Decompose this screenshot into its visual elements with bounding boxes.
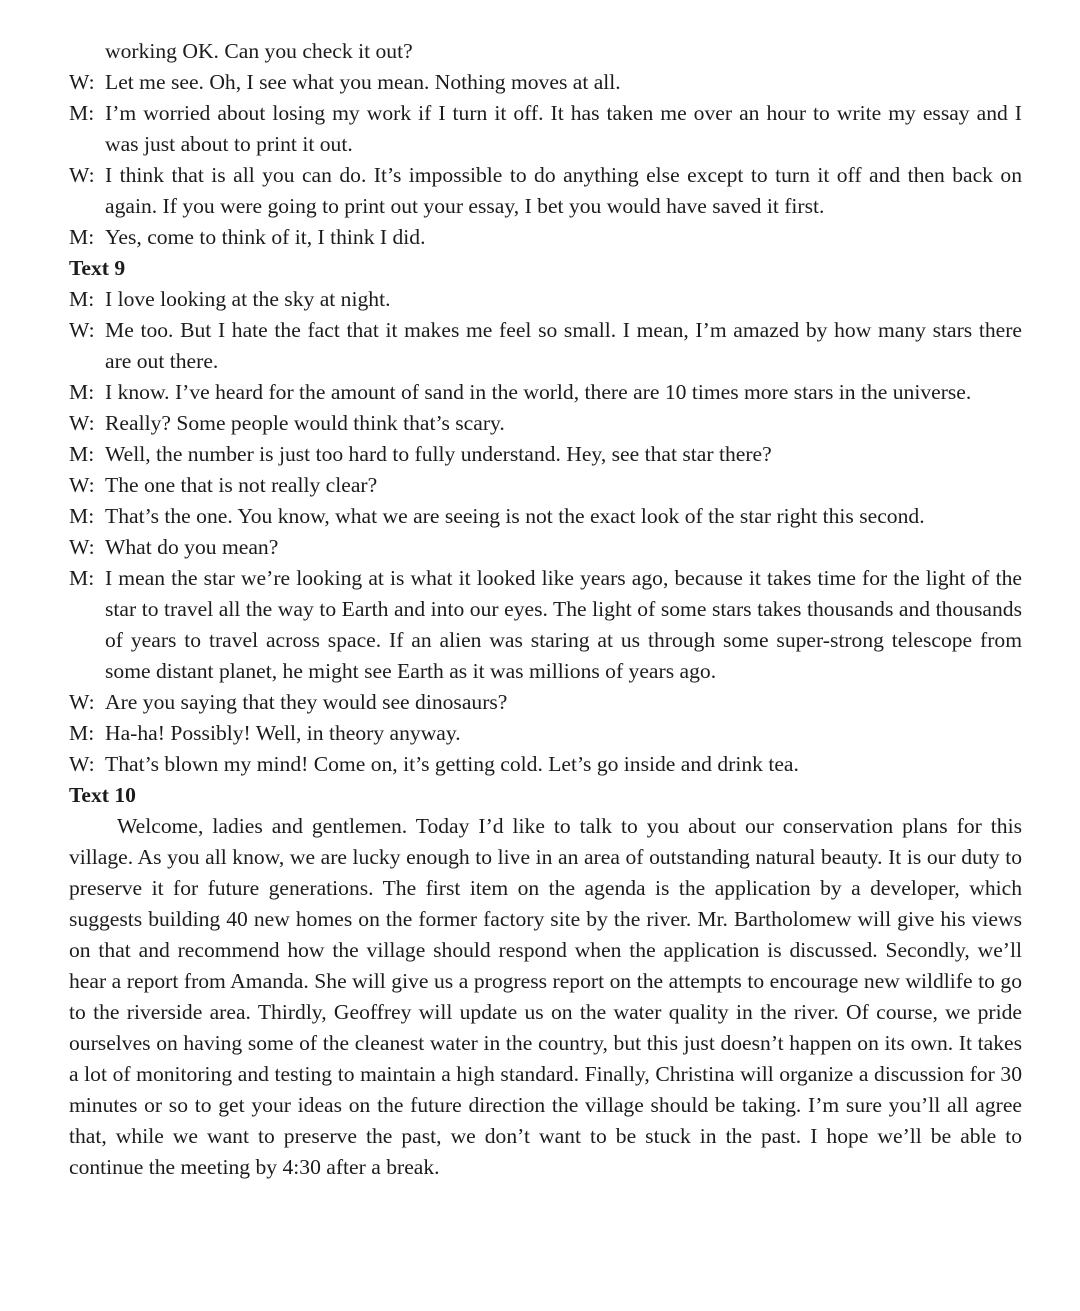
speaker-label: M: [69, 504, 95, 528]
dialogue-turn [69, 501, 1022, 532]
dialogue-turn [69, 749, 1022, 780]
speaker-label: M: [69, 287, 95, 311]
dialogue-text: That’s the one. You know, what we are seeing is not the exact look of the star right this second. [105, 504, 925, 528]
section-heading-text9: Text 9 [69, 256, 126, 280]
monologue-paragraph: Welcome, ladies and gentlemen. Today I’d like to talk to you about our conservation plans for this village. As you all know, we are lucky enough to live in an area of outstanding natural beauty. It is our duty to preserve it for future generations. The first item on the agenda is the application by a developer, which suggests building 40 new homes on the former factory site by the river. Mr. Bartholomew will give his views on that and recommend how the village should respond when the application is discussed. Secondly, we’ll hear a report from Amanda. She will give us a progress report on the attempts to encourage new wildlife to go to the riverside area. Thirdly, Geoffrey will update us on the water quality in the river. Of course, we pride ourselves on having some of the cleanest water in the country, but this just doesn’t happen on its own. It takes a lot of monitoring and testing to maintain a high standard. Finally, Christina will organize a discussion for 30 minutes or so to get your ideas on the future direction the village should be taking. I’m sure you’ll all agree that, while we want to preserve the past, we don’t want to be stuck in the past. I hope we’ll be able to continue the meeting by 4:30 after a break. [69, 814, 1022, 1179]
dialogue-text: That’s blown my mind! Come on, it’s getting cold. Let’s go inside and drink tea. [105, 752, 799, 776]
dialogue-turn [69, 563, 1022, 687]
text8-carryover-line: working OK. Can you check it out? [105, 39, 413, 63]
dialogue-turn [69, 284, 1022, 315]
speaker-label: M: [69, 380, 95, 404]
dialogue-text: I mean the star we’re looking at is what it looked like years ago, because it takes time for the light of the star to travel all the way to Earth and into our eyes. The light of some stars takes thousands and thousands of years to travel across space. If an alien was staring at us through some super-strong telescope from some distant planet, he might see Earth as it was millions of years ago. [105, 566, 1022, 683]
dialogue-text: What do you mean? [105, 535, 279, 559]
section-heading-text10: Text 10 [69, 783, 136, 807]
dialogue-turn [69, 718, 1022, 749]
speaker-label: W: [69, 752, 95, 776]
dialogue-turn [69, 439, 1022, 470]
speaker-label: W: [69, 318, 95, 342]
dialogue-turn [69, 315, 1022, 377]
dialogue-text: Well, the number is just too hard to fully understand. Hey, see that star there? [105, 442, 772, 466]
dialogue-turn [69, 98, 1022, 160]
dialogue-text: I love looking at the sky at night. [105, 287, 391, 311]
dialogue-turn [69, 160, 1022, 222]
dialogue-turn [69, 222, 1022, 253]
speaker-label: W: [69, 70, 95, 94]
speaker-label: W: [69, 690, 95, 714]
dialogue-turn [69, 408, 1022, 439]
dialogue-turn [69, 687, 1022, 718]
dialogue-text: Me too. But I hate the fact that it makes me feel so small. I mean, I’m amazed by how many stars there are out there. [105, 318, 1022, 373]
speaker-label: W: [69, 411, 95, 435]
dialogue-turn [69, 470, 1022, 501]
dialogue-turn [69, 532, 1022, 563]
speaker-label: M: [69, 566, 95, 590]
dialogue-text: Let me see. Oh, I see what you mean. Nothing moves at all. [105, 70, 621, 94]
dialogue-text: Yes, come to think of it, I think I did. [105, 225, 426, 249]
speaker-label: M: [69, 101, 95, 125]
dialogue-text: Are you saying that they would see dinosaurs? [105, 690, 508, 714]
speaker-label: W: [69, 535, 95, 559]
speaker-label: M: [69, 225, 95, 249]
dialogue-text: Really? Some people would think that’s scary. [105, 411, 505, 435]
dialogue-turn [69, 377, 1022, 408]
dialogue-text: Ha-ha! Possibly! Well, in theory anyway. [105, 721, 461, 745]
speaker-label: M: [69, 442, 95, 466]
dialogue-turn [69, 67, 1022, 98]
dialogue-text: I know. I’ve heard for the amount of sand in the world, there are 10 times more stars in the universe. [105, 380, 972, 404]
dialogue-text: I think that is all you can do. It’s impossible to do anything else except to turn it off and then back on again. If you were going to print out your essay, I bet you would have saved it first. [105, 163, 1022, 218]
speaker-label: W: [69, 473, 95, 497]
speaker-label: W: [69, 163, 95, 187]
speaker-label: M: [69, 721, 95, 745]
dialogue-text: I’m worried about losing my work if I turn it off. It has taken me over an hour to write my essay and I was just about to print it out. [105, 101, 1022, 156]
dialogue-text: The one that is not really clear? [105, 473, 378, 497]
